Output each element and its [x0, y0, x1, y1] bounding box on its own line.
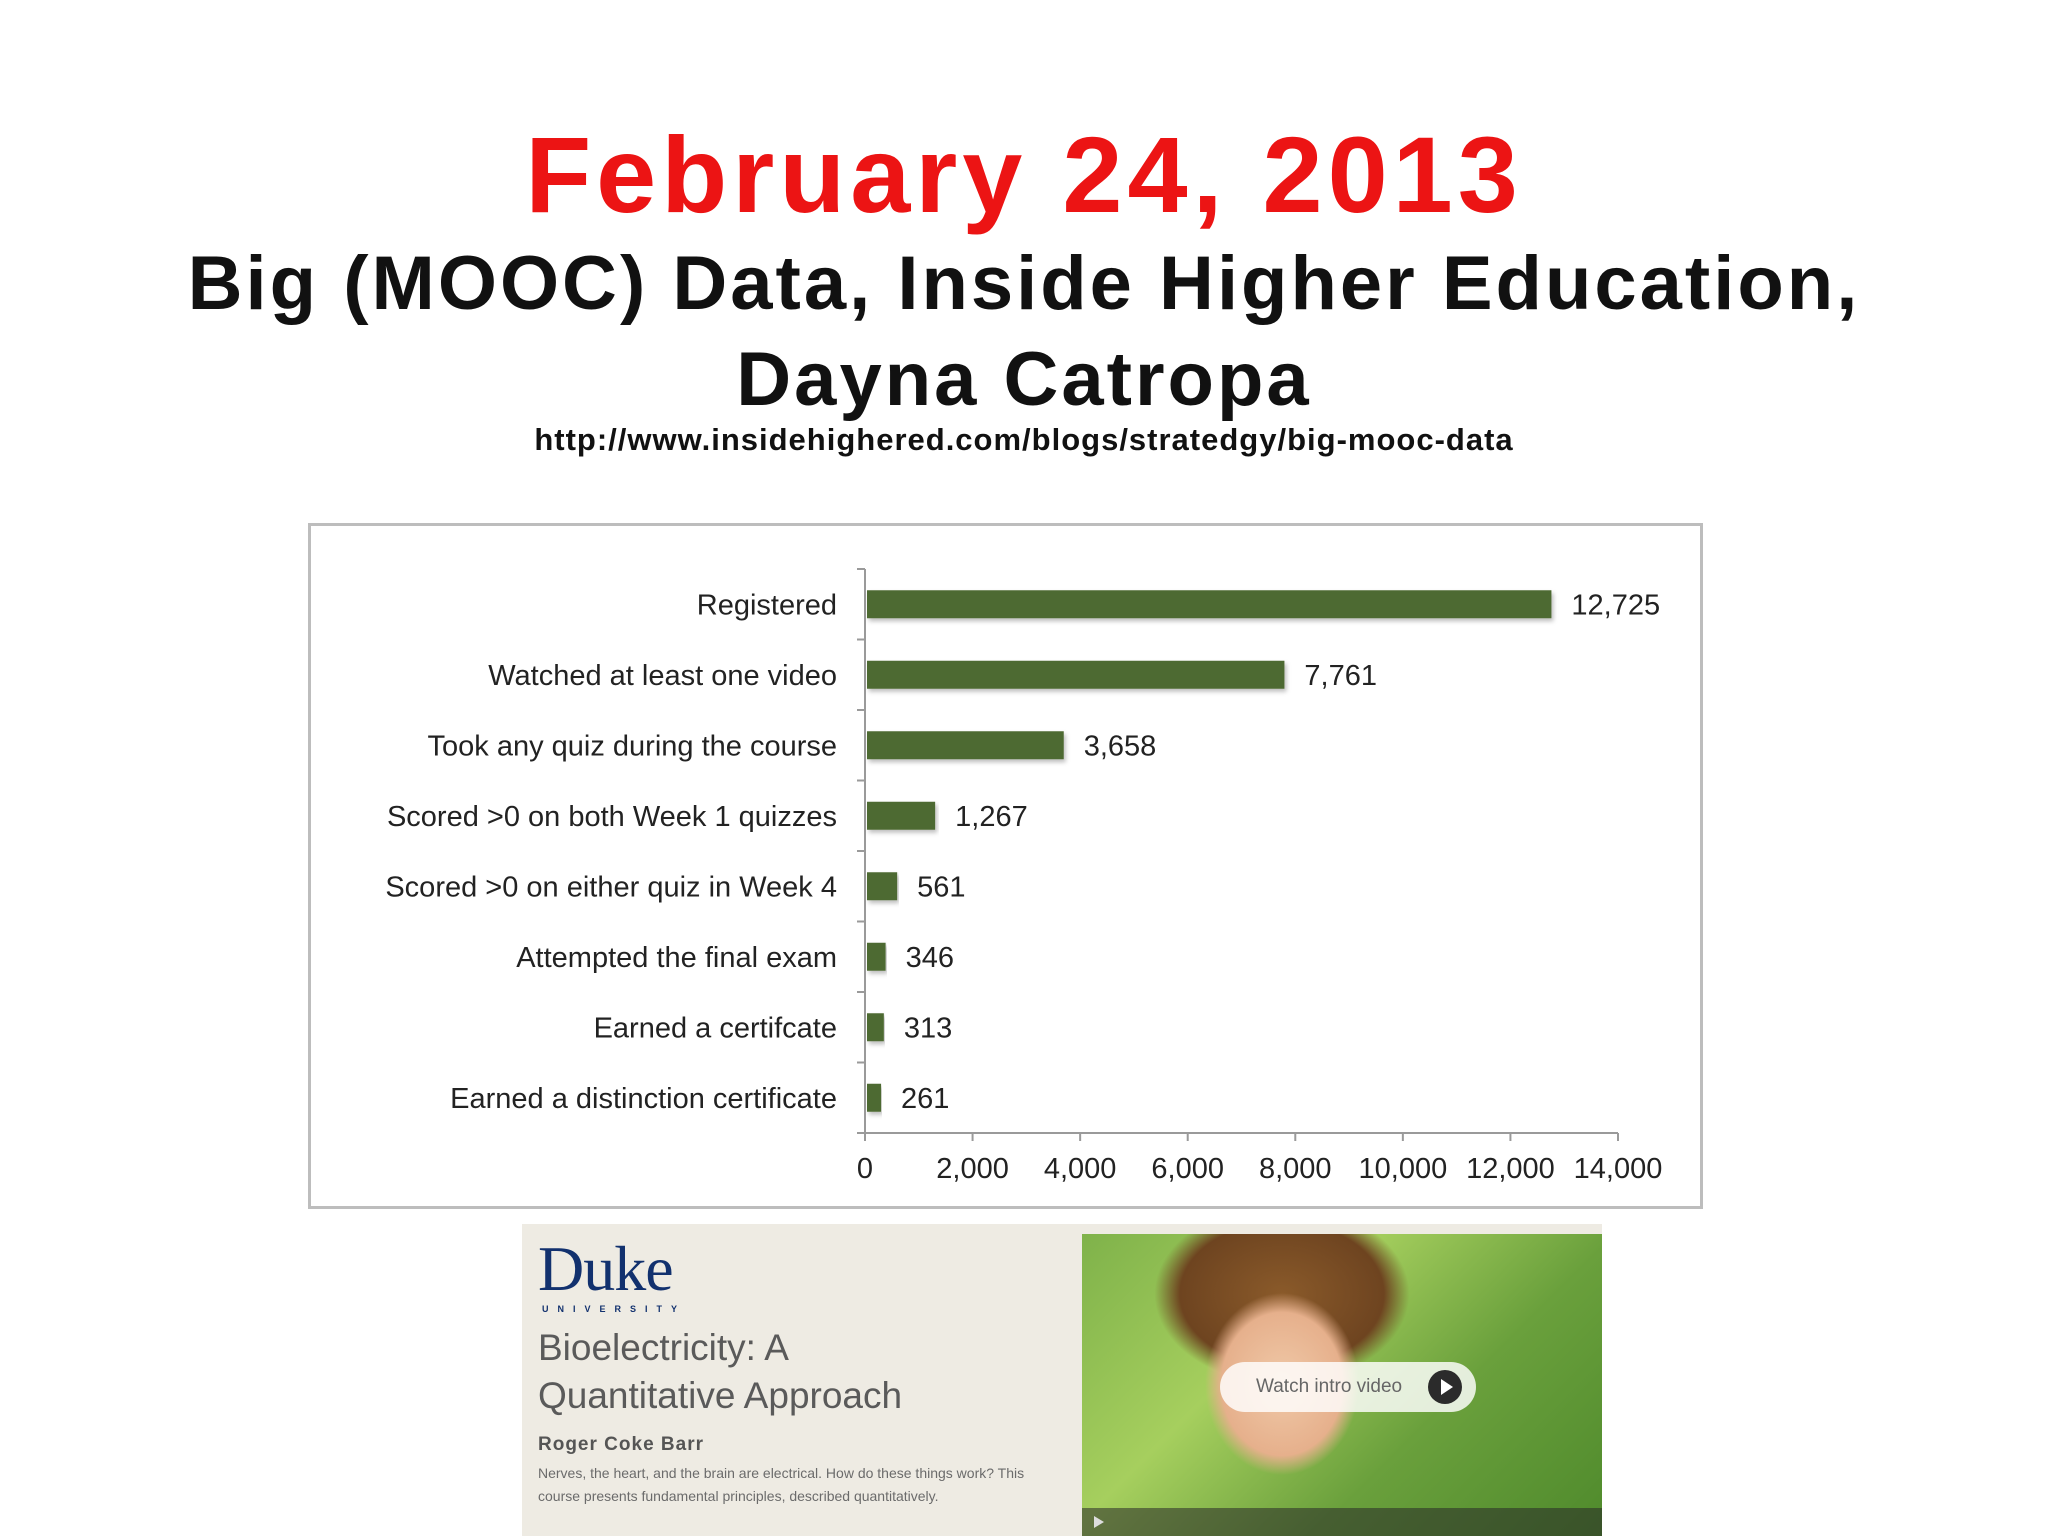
slide-headline — [0, 236, 2048, 428]
value-label: 261 — [901, 1082, 950, 1115]
instructor-name: Roger Coke Barr — [538, 1434, 704, 1455]
bar — [867, 590, 1551, 618]
headline-line-1: Big (MOOC) Data, Inside Higher Education, — [187, 241, 1861, 326]
category-label: Attempted the final exam — [516, 941, 837, 974]
bar — [867, 872, 897, 900]
bar — [867, 802, 935, 830]
bar — [867, 731, 1064, 759]
course-title-line-2: Quantitative Approach — [538, 1375, 903, 1416]
video-control-bar[interactable] — [1082, 1508, 1602, 1536]
value-label: 12,725 — [1571, 589, 1661, 622]
duke-logo: Duke — [538, 1233, 673, 1304]
slide-date-title: February 24, 2013 — [525, 114, 1523, 235]
bar — [867, 661, 1284, 689]
chart-canvas — [311, 526, 1700, 1206]
value-label: 3,658 — [1083, 730, 1157, 763]
x-tick-label: 8,000 — [1258, 1153, 1332, 1185]
category-label: Watched at least one video — [488, 659, 837, 692]
value-label: 561 — [917, 871, 966, 904]
x-tick-label: 2,000 — [936, 1153, 1009, 1185]
x-tick-label: 4,000 — [1043, 1153, 1117, 1185]
value-label: 1,267 — [955, 800, 1028, 833]
x-tick-label: 0 — [856, 1153, 874, 1185]
course-description: Nerves, the heart, and the brain are electrical. How do these things work? This course presents fundamental principles, described quantitatively. — [538, 1465, 1025, 1504]
category-label: Scored >0 on either quiz in Week 4 — [385, 871, 837, 904]
source-url[interactable]: http://www.insidehighered.com/blogs/stratedgy/big-mooc-data — [534, 422, 1514, 457]
x-tick-label: 10,000 — [1358, 1153, 1448, 1185]
category-label: Scored >0 on both Week 1 quizzes — [386, 800, 837, 833]
bar — [867, 1084, 881, 1112]
x-tick-label: 14,000 — [1573, 1153, 1663, 1185]
play-icon — [1428, 1370, 1462, 1404]
value-label: 7,761 — [1304, 659, 1378, 692]
course-title — [538, 1324, 1058, 1420]
bar — [867, 1013, 884, 1041]
category-label: Earned a certifcate — [593, 1012, 837, 1045]
category-label: Took any quiz during the course — [427, 730, 837, 763]
play-icon[interactable] — [1094, 1516, 1104, 1528]
x-tick-label: 6,000 — [1151, 1153, 1225, 1185]
x-tick-label: 12,000 — [1466, 1153, 1555, 1185]
funnel-bar-chart — [308, 523, 1703, 1209]
bar — [867, 943, 886, 971]
value-label: 313 — [903, 1012, 953, 1045]
duke-logo-subtext: UNIVERSITY — [542, 1304, 687, 1314]
course-title-line-1: Bioelectricity: A — [538, 1327, 789, 1368]
category-label: Earned a distinction certificate — [450, 1082, 837, 1115]
category-label: Registered — [696, 589, 837, 622]
value-label: 346 — [905, 941, 955, 974]
watch-intro-video-button[interactable] — [1220, 1362, 1476, 1412]
headline-line-2: Dayna Catropa — [736, 337, 1312, 422]
intro-video-thumbnail[interactable] — [1082, 1234, 1602, 1536]
course-card[interactable] — [522, 1224, 1602, 1536]
watch-intro-video-label: Watch intro video — [1256, 1376, 1403, 1397]
